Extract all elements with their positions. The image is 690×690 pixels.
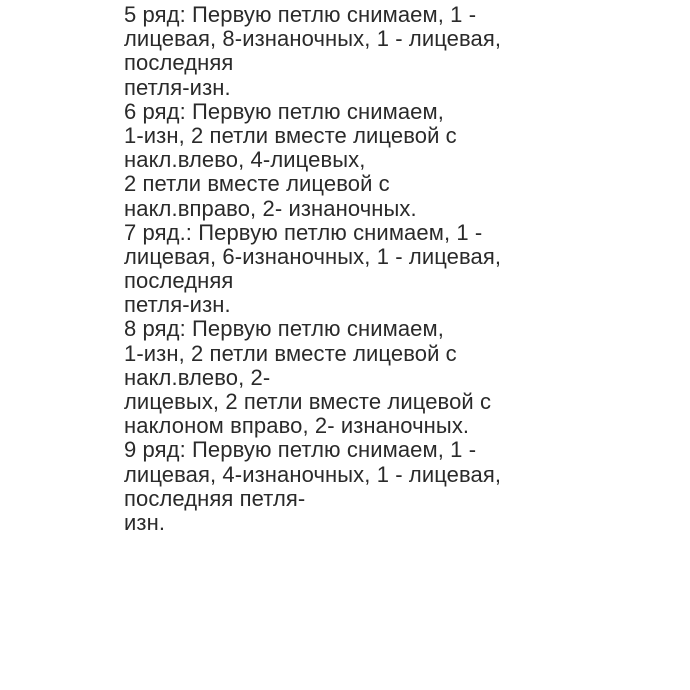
text-line: петля-изн. [124,292,231,318]
text-line: лицевая, 8-изнаночных, 1 - лицевая, [124,26,502,52]
text-line: накл.влево, 2- [124,364,271,390]
text-line: 1-изн, 2 петли вместе лицевой с [124,122,457,148]
text-line: изн. [124,509,166,535]
text-line: 6 ряд: Первую петлю снимаем, [124,98,444,124]
text-line: наклоном вправо, 2- изнаночных. [124,413,470,439]
text-line: 7 ряд.: Первую петлю снимаем, 1 - [124,219,483,245]
text-line: 2 петли вместе лицевой с [124,171,390,197]
text-line: 9 ряд: Первую петлю снимаем, 1 - [124,437,477,463]
text-line: лицевая, 6-изнаночных, 1 - лицевая, [124,243,502,269]
knitting-instructions-text [124,3,684,535]
text-line: последняя [124,50,234,76]
text-line: последняя петля- [124,485,306,511]
text-line: лицевая, 4-изнаночных, 1 - лицевая, [124,461,502,487]
text-line: 5 ряд: Первую петлю снимаем, 1 - [124,2,477,27]
text-line: 1-изн, 2 петли вместе лицевой с [124,340,457,366]
text-line: накл.вправо, 2- изнаночных. [124,195,417,221]
text-line: накл.влево, 4-лицевых, [124,147,366,173]
text-line: последняя [124,268,234,294]
text-line: петля-изн. [124,74,231,100]
text-line: 8 ряд: Первую петлю снимаем, [124,316,444,342]
text-line: лицевых, 2 петли вместе лицевой с [124,389,492,414]
